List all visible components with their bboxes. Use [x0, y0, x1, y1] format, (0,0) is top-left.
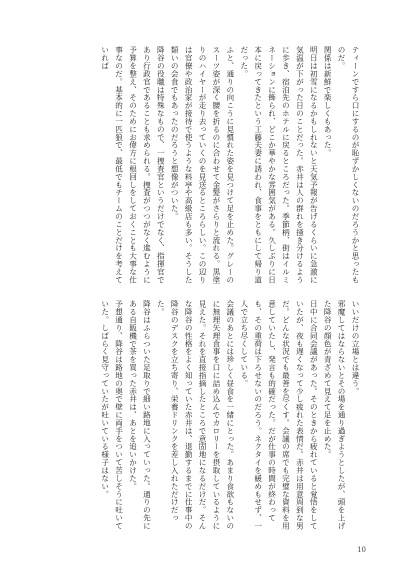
paragraph: 予想通り、降谷は路地の奥で壁に両手をついて苦しそうに吐いていた。しばらく見守っていたが吐いている様子はない。 — [100, 300, 124, 530]
lower-text-block — [42, 300, 362, 532]
paragraph: いいだけの立場とは違う。 — [351, 300, 360, 396]
paragraph: ティーンですら口にするのが恥ずかしくないのだろうかと思ったものだ。 — [337, 46, 360, 284]
paragraph: ふと、通りの向こうに見慣れた姿を見つけて足を止めた。グレーのスーツ姿が深く腰を折るのに合わせて金髪がさらりと流れる。黒塗りのハイヤーが走り去っていくのを見送るところらしい。この辺りは官僚や政治家が接待で使うような料亭や高級店も多い。そうした類いの会食でもあったのだろうと想像がついた。 — [170, 46, 235, 284]
upper-text-block — [42, 46, 362, 286]
paragraph: 明日は初雪になるかもしれないと天気予報が告げるくらいに急激に気温が下がった日のことだった。赤井は人の群れを掻き分けるように歩き、宿泊先のホテルに戻るところだった。季節柄、街はイルミネーションに飾られ、どこか華やかな雰囲気がある。久しぶりに日本に戻ってきたという工藤夫妻に誘われ、食事をともにして帰り道だった。 — [239, 46, 319, 284]
paragraph: 邪魔してはならないとその場を通り過ぎようとしたが、頭を上げた降谷の顔色が青ざめて見えて足を止めた。 — [323, 300, 347, 530]
paragraph: 日中に合同会議があった。そのときから疲れていると覚悟をしていたが、夜も遅くなって少し疲れた表情だ。赤井は用意周到な男だ。どんな状況でも最善を尽くす。会議の席でも完璧な資料を用意していたし、発言も的確だった。だが仕事の時間が終わっても、その重荷は下ろせないのだろう。ネクタイを緩めもせず、一人で立ち尽くしている。 — [239, 300, 319, 530]
page-number: 10 — [357, 546, 366, 554]
paragraph: 会議のあとには珍しく昼食を一緒にとった。あまり食欲もないのに無理矢理食事を口に詰め込んでカロリーを摂取しているように見えた。それを直接指摘したところで意固地になるだけだ。そんな降谷の性格をよく知っていた赤井は、退勤するまでに仕事中の降谷のデスクを立ち寄り、栄養ドリンクを差し入れただけだった。 — [156, 300, 235, 530]
paragraph: 関係は新鮮で楽しくもあった。 — [323, 46, 333, 157]
paragraph: 降谷の役職は特殊なもので、一捜査官というだけでなく、指揮官であり行政官であることも求められる。捜査がつつがなく進むように予算を整え、そのためにお偉方に根回しをしておくことも大事な仕事なのだ。基本的に一匹狼で、最低でもチームのことだけを考えていれば — [100, 46, 166, 284]
paragraph: 降谷はふらついた足取りで細い路地に入っていった。通りの先にある自販機で茶を買った赤井は、あとを追いかけた。 — [128, 300, 152, 530]
